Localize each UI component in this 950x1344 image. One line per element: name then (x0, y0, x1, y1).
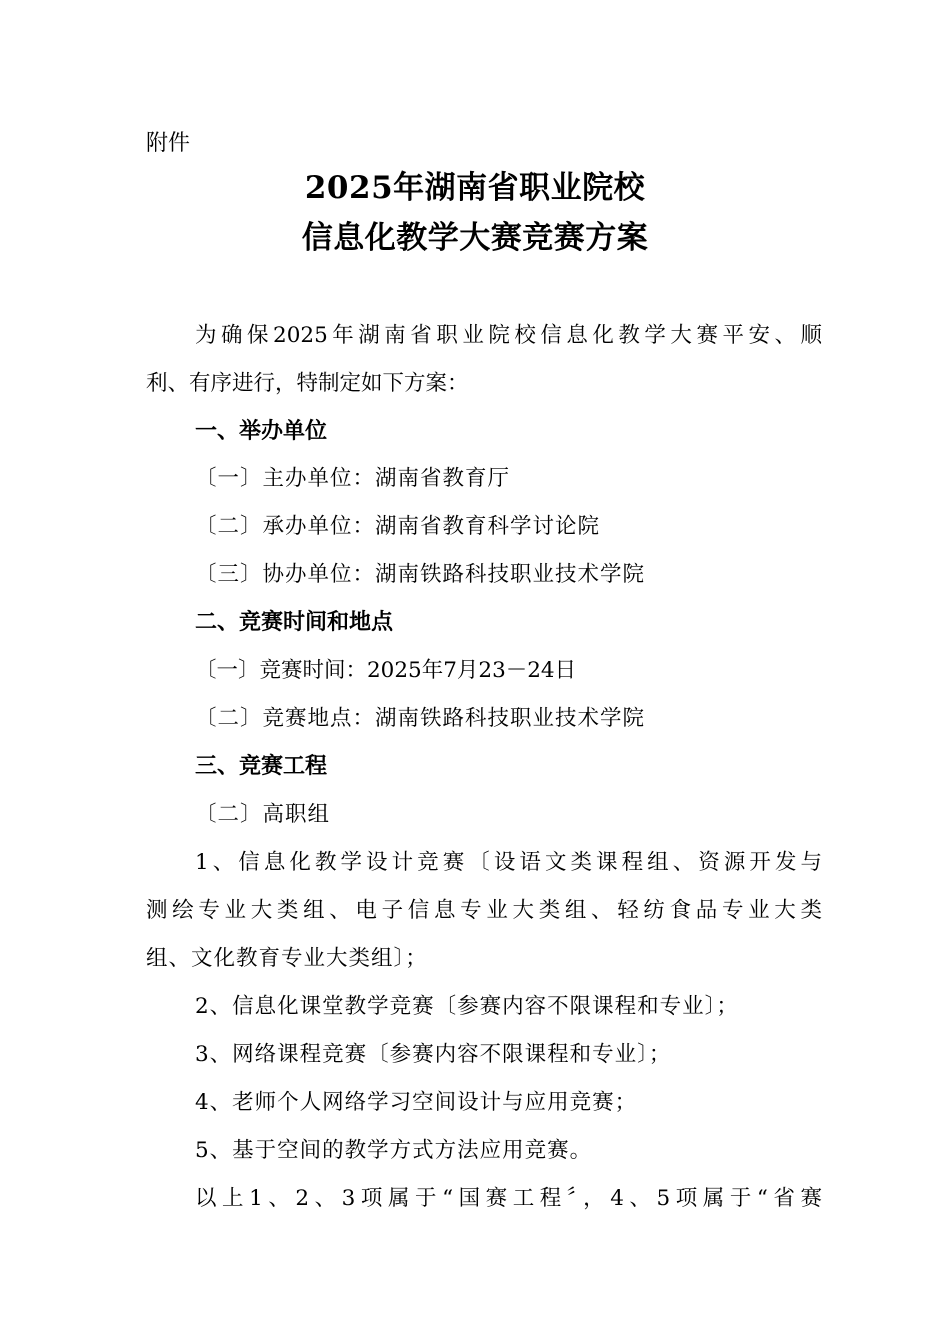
project-item-5: 5、基于空间的教学方式方法应用竞赛。 (195, 1138, 593, 1163)
project-item-1-line3: 组、文化教育专业大类组〕； (146, 946, 428, 971)
competition-place: 〔二〕竞赛地点：湖南铁路科技职业技术学院 (195, 706, 646, 731)
project-item-1-line2: 测绘专业大类组、电子信息专业大类组、轻纺食品专业大类 (146, 898, 822, 923)
document-title-line2: 信息化教学大赛竞赛方案 (301, 220, 649, 256)
section-heading-organizers: 一、举办单位 (195, 419, 328, 444)
projects-note-line1: 以上1、2、3项属于“国赛工程〞，4、5项属于“省赛 (195, 1186, 822, 1211)
organizer-host: 〔一〕主办单位：湖南省教育厅 (195, 466, 511, 491)
intro-paragraph-line2: 利、有序进行，特制定如下方案： (146, 371, 469, 396)
section-heading-projects: 三、竞赛工程 (195, 754, 328, 779)
project-item-2: 2、信息化课堂教学竞赛〔参赛内容不限课程和专业〕； (195, 994, 739, 1019)
project-item-1-line1: 1、信息化教学设计竞赛〔设语文类课程组、资源开发与 (195, 850, 822, 875)
intro-paragraph-line1: 为确保2025年湖南省职业院校信息化教学大赛平安、顺 (195, 323, 822, 348)
project-item-4: 4、老师个人网络学习空间设计与应用竞赛； (195, 1090, 638, 1115)
subheading-vocational-group: 〔二〕高职组 (195, 802, 331, 827)
competition-time: 〔一〕竞赛时间：2025年7月23－24日 (195, 658, 577, 683)
organizer-co-organizer: 〔三〕协办单位：湖南铁路科技职业技术学院 (195, 562, 646, 587)
attachment-label: 附件 (146, 131, 191, 156)
document-title-line1: 2025年湖南省职业院校 (304, 170, 646, 206)
organizer-undertaker: 〔二〕承办单位：湖南省教育科学讨论院 (195, 514, 601, 539)
section-heading-time-place: 二、竞赛时间和地点 (195, 610, 394, 635)
project-item-3: 3、网络课程竞赛〔参赛内容不限课程和专业〕； (195, 1042, 672, 1067)
